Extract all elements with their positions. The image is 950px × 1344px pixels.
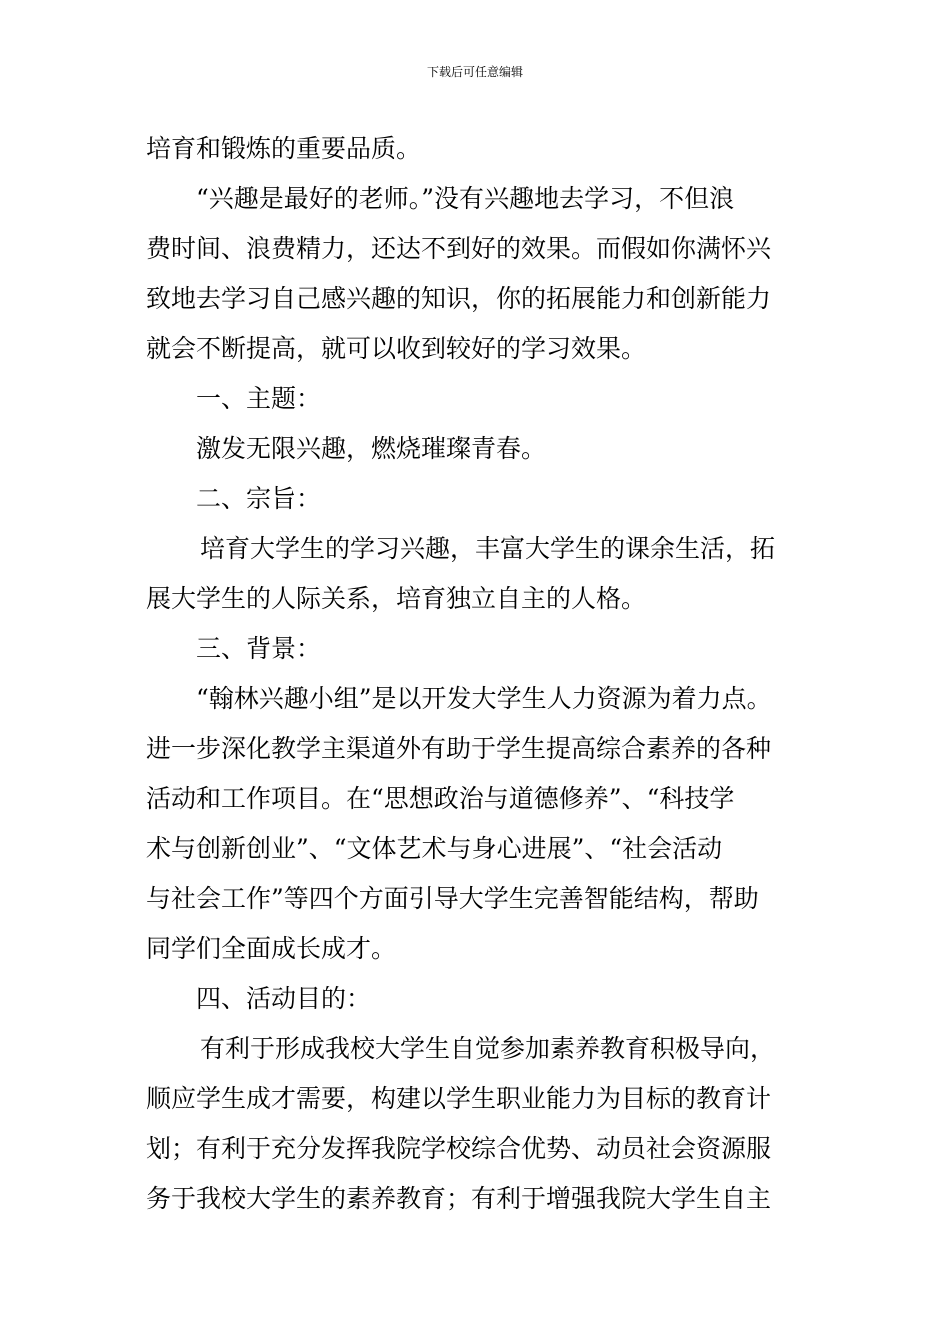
section-heading-2: 二、宗旨： (196, 484, 322, 513)
body-line-15: 术与创新创业”、“文体艺术与身心进展”、“社会活动 (146, 834, 723, 863)
body-line-14: 活动和工作项目。在“思想政治与道德修养”、“科技学 (146, 784, 735, 813)
body-line-1: 培育和锻炼的重要品质。 (146, 134, 422, 163)
page-header: 下载后可任意编辑 (426, 65, 523, 79)
body-line-3: 费时间、浪费精力，还达不到好的效果。而假如你满怀兴 (146, 234, 772, 263)
body-line-17: 同学们全面成长成才。 (146, 934, 397, 963)
body-line-4: 致地去学习自己感兴趣的知识，你的拓展能力和创新能力 (146, 284, 772, 313)
body-line-10: 展大学生的人际关系，培育独立自主的人格。 (146, 584, 647, 613)
section-heading-3: 三、背景： (196, 634, 322, 663)
body-line-9: 培育大学生的学习兴趣，丰富大学生的课余生活，拓 (200, 534, 776, 563)
body-line-21: 划；有利于充分发挥我院学校综合优势、动员社会资源服 (146, 1134, 772, 1163)
body-line-20: 顺应学生成才需要，构建以学生职业能力为目标的教育计 (146, 1084, 772, 1113)
body-line-7: 激发无限兴趣，燃烧璀璨青春。 (196, 434, 547, 463)
body-line-16: 与社会工作”等四个方面引导大学生完善智能结构，帮助 (146, 884, 759, 913)
section-heading-4: 四、活动目的： (196, 984, 372, 1013)
section-heading-1: 一、主题： (196, 384, 322, 413)
body-line-2: “兴趣是最好的老师。”没有兴趣地去学习，不但浪 (196, 184, 735, 213)
body-line-12: “翰林兴趣小组”是以开发大学生人力资源为着力点。 (196, 684, 772, 713)
body-line-19: 有利于形成我校大学生自觉参加素养教育积极导向， (200, 1034, 776, 1063)
body-line-13: 进一步深化教学主渠道外有助于学生提高综合素养的各种 (146, 734, 772, 763)
body-line-5: 就会不断提高，就可以收到较好的学习效果。 (146, 334, 647, 363)
body-line-22: 务于我校大学生的素养教育；有利于增强我院大学生自主 (146, 1184, 772, 1213)
